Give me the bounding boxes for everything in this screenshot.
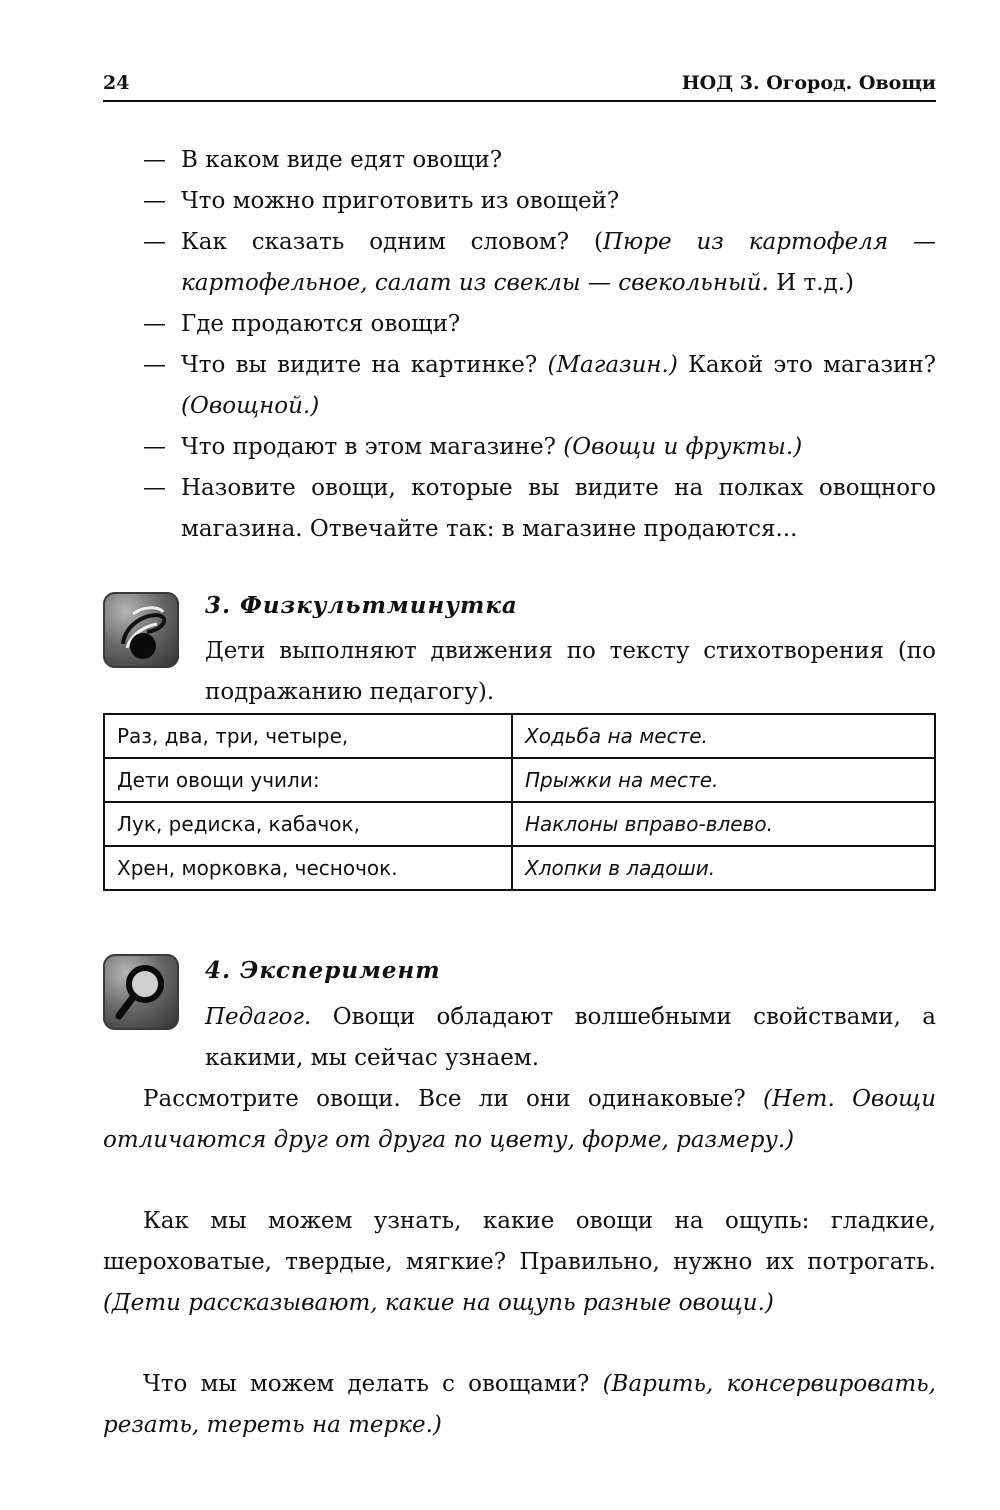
table-row [104,758,935,802]
exercise-icon [103,592,179,668]
page-number: 24 [103,72,130,94]
table-cell: Хрен, морковка, чесночок. [104,846,512,890]
page-header [103,70,936,102]
table-cell: Хлопки в ладоши. [512,846,935,890]
paragraph: Рассмотрите овощи. Все ли они одинаковые? (Нет. Овощи отличаются друг от друга по цвету, форме, размеру.) [103,1086,937,1153]
section-title: 3. Физкультминутка [205,592,518,619]
section-title: 4. Эксперимент [205,957,441,984]
list-item: — Как сказать одним словом? (Пюре из картофеля — картофельное, салат из свеклы — свекольный. И т.д.) [143,222,936,304]
table-row [104,802,935,846]
list-item: — В каком виде едят овощи? [143,140,936,181]
table-cell: Ходьба на месте. [512,714,935,758]
list-item: — Что можно приготовить из овощей? [143,181,936,222]
question-list [143,140,936,550]
list-item: — Что вы видите на картинке? (Магазин.) Какой это магазин? (Овощной.) [143,345,936,427]
list-item: — Назовите овощи, которые вы видите на полках овощного магазина. Отвечайте так: в магазине продаются... [143,468,936,550]
section-text: Дети выполняют движения по тексту стихотворения (по подражанию педагогу). [205,638,936,705]
table-row [104,714,935,758]
speaker-label: Педагог. [205,1004,312,1030]
table-cell: Дети овощи учили: [104,758,512,802]
table-row [104,846,935,890]
paragraph: Что мы можем делать с овощами? (Варить, консервировать, резать, тереть на терке.) [103,1371,936,1438]
list-item: — Где продаются овощи? [143,304,936,345]
exercise-table [103,713,936,891]
section-text: Педагог. Овощи обладают волшебными свойствами, а какими, мы сейчас узнаем. [205,1004,936,1071]
list-item: — Что продают в этом магазине? (Овощи и фрукты.) [143,427,936,468]
table-cell: Раз, два, три, четыре, [104,714,512,758]
paragraph: Как мы можем узнать, какие овощи на ощупь: гладкие, шероховатые, твердые, мягкие? Правильно, нужно их потрогать. (Дети рассказывают, какие на ощупь разные овощи.) [103,1208,936,1316]
table-cell: Прыжки на месте. [512,758,935,802]
table-cell: Наклоны вправо-влево. [512,802,935,846]
magnifier-icon [103,954,179,1030]
running-title: НОД 3. Огород. Овощи [681,72,936,94]
table-cell: Лук, редиска, кабачок, [104,802,512,846]
